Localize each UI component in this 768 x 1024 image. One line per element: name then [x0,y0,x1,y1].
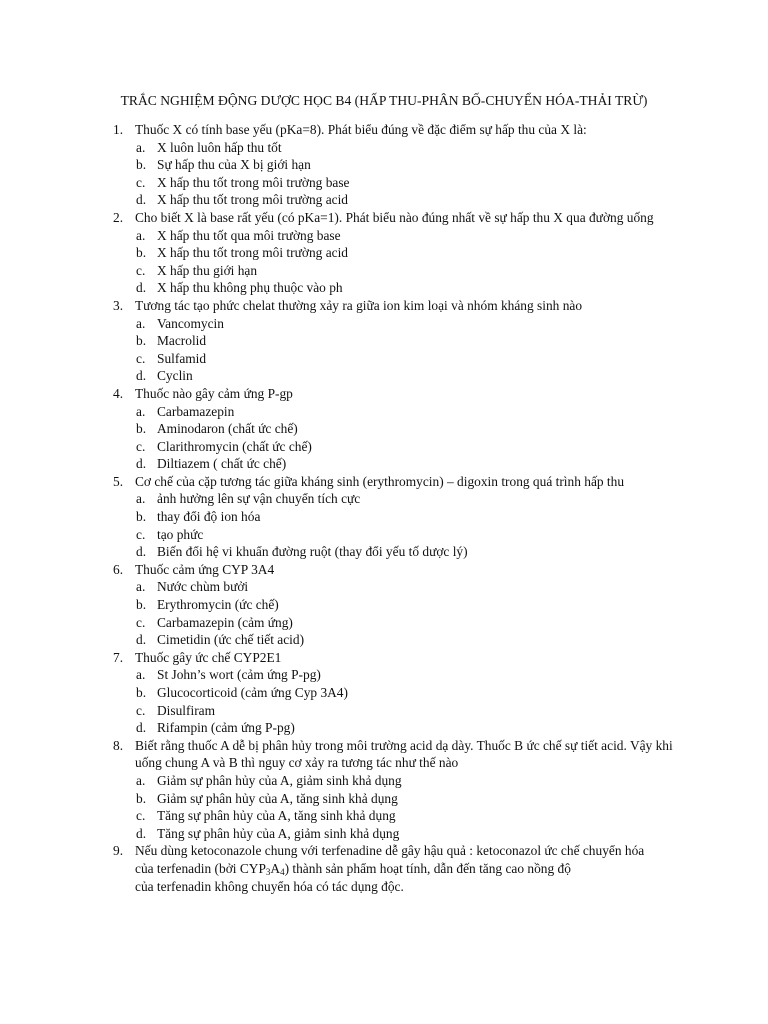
answer-option [113,139,673,157]
question-stem [113,385,673,403]
answer-option [113,191,673,209]
question-stem [113,842,673,860]
answer-option [113,631,673,649]
option-letter: d. [136,544,147,560]
question-1 [113,121,673,209]
option-text: Nước chùm bưởi [157,579,249,595]
question-number: 6. [113,561,124,577]
answer-option [113,490,673,508]
option-text: X hấp thu tốt trong môi trường base [157,174,350,190]
option-text: Macrolid [157,333,207,349]
option-text: St John’s wort (cảm ứng P-pg) [157,667,321,683]
option-letter: d. [136,720,147,736]
answer-option [113,455,673,473]
question-number: 7. [113,649,124,665]
option-letter: c. [136,808,146,824]
page-title: TRẮC NGHIỆM ĐỘNG DƯỢC HỌC B4 (HẤP THU-PHÂN BỐ-CHUYỂN HÓA-THẢI TRỪ) [120,93,648,108]
answer-option [113,666,673,684]
question-8 [113,737,673,843]
option-letter: a. [136,139,146,155]
question-number: 2. [113,209,124,225]
option-letter: d. [136,192,147,208]
option-letter: a. [136,667,146,683]
answer-option [113,719,673,737]
question-stem [113,297,673,315]
option-text: Tăng sự phân hủy của A, giảm sinh khả dụng [157,825,400,841]
option-text: Sulfamid [157,350,207,366]
question-stem [113,737,673,772]
option-text: Cimetidin (ức chế tiết acid) [157,632,305,648]
option-text: X hấp thu không phụ thuộc vào ph [157,280,343,296]
text-fragment: của terfenadin (bởi CYP [135,860,266,876]
option-text: Giảm sự phân hủy của A, giảm sinh khả dụng [157,772,402,788]
subscript-text: 4 [280,866,285,877]
answer-option [113,790,673,808]
option-text: Carbamazepin [157,403,235,419]
question-9 [113,842,673,895]
answer-option [113,543,673,561]
question-list [113,121,673,895]
question-text: Tương tác tạo phức chelat thường xảy ra giữa ion kim loại và nhóm kháng sinh nào [135,297,583,313]
answer-option [113,684,673,702]
option-text: X hấp thu giới hạn [157,262,258,278]
answer-option [113,174,673,192]
option-text: thay đổi độ ion hóa [157,509,261,525]
answer-option [113,367,673,385]
option-letter: b. [136,157,147,173]
option-letter: c. [136,350,146,366]
question-stem [113,121,673,139]
option-letter: b. [136,597,147,613]
option-letter: b. [136,685,147,700]
answer-option [113,596,673,614]
option-text: Aminodaron (chất ức chế) [157,421,298,437]
question-stem [113,561,673,579]
question-7 [113,649,673,737]
answer-option [113,262,673,280]
answer-option [113,578,673,596]
answer-option [113,350,673,368]
text-fragment: ) thành sản phẩm hoạt tính, dẫn đến tăng cao nồng độ [284,860,571,876]
answer-option [113,526,673,544]
question-text: Thuốc nào gây cảm ứng P-gp [135,385,293,401]
option-text: X luôn luôn hấp thu tốt [157,139,282,155]
question-number: 9. [113,843,124,859]
option-letter: a. [136,491,146,507]
option-text: Diltiazem ( chất ức chế) [157,456,287,472]
question-number: 5. [113,473,124,489]
question-number: 3. [113,297,124,313]
option-text: X hấp thu tốt trong môi trường acid [157,192,348,208]
option-letter: a. [136,227,146,243]
question-text: Cho biết X là base rất yếu (có pKa=1). Phát biểu nào đúng nhất về sự hấp thu X qua đường uống [135,209,654,225]
option-text: Cyclin [157,368,193,384]
option-text: ảnh hưởng lên sự vận chuyển tích cực [157,491,361,507]
option-letter: d. [136,368,147,384]
option-letter: d. [136,632,147,648]
question-stem [113,209,673,227]
question-6 [113,561,673,649]
question-2 [113,209,673,297]
option-letter: a. [136,772,146,788]
question-number: 1. [113,122,124,137]
option-letter: b. [136,790,147,806]
question-text-continued [113,860,673,878]
option-letter: b. [136,333,147,349]
question-stem [113,473,673,491]
answer-option [113,227,673,245]
option-letter: c. [136,438,146,454]
question-text: Nếu dùng ketoconazole chung với terfenadine dễ gây hậu quả : ketoconazol ức chế chuyển hóa [135,843,645,859]
text-fragment: A [270,860,281,876]
option-text: Clarithromycin (chất ức chế) [157,438,312,454]
option-letter: d. [136,280,147,296]
answer-option [113,156,673,174]
question-text: Biết rằng thuốc A dễ bị phân hủy trong môi trường acid dạ dày. Thuốc B ức chế sự tiết acid. Vậy khi uống chung A và B thì nguy cơ xảy ra tương tác như thế nào [135,737,673,771]
answer-option [113,420,673,438]
answer-option [113,807,673,825]
answer-option [113,508,673,526]
option-text: Erythromycin (ức chế) [157,597,279,613]
question-number: 8. [113,737,124,753]
option-letter: a. [136,403,146,419]
option-text: Rifampin (cảm ứng P-pg) [157,720,295,736]
answer-option [113,279,673,297]
answer-option [113,315,673,333]
option-letter: b. [136,421,147,437]
option-letter: b. [136,509,147,525]
option-text: Sự hấp thu của X bị giới hạn [157,157,311,173]
option-text: X hấp thu tốt trong môi trường acid [157,245,348,261]
question-text: Thuốc gây ức chế CYP2E1 [135,649,282,665]
option-letter: d. [136,456,147,472]
option-text: tạo phức [157,526,204,542]
option-letter: c. [136,614,146,630]
option-letter: c. [136,526,146,542]
question-3 [113,297,673,385]
answer-option [113,403,673,421]
option-text: Disulfiram [157,702,216,718]
option-letter: c. [136,174,146,190]
question-text: Thuốc cảm ứng CYP 3A4 [135,561,275,577]
option-letter: a. [136,579,146,595]
option-text: Tăng sự phân hủy của A, tăng sinh khả dụng [157,808,396,824]
option-letter: c. [136,702,146,718]
option-text: Biến đổi hệ vi khuẩn đường ruột (thay đổi yếu tố dược lý) [157,544,468,560]
option-letter: a. [136,315,146,331]
option-letter: b. [136,245,147,261]
option-text: Glucocorticoid (cảm ứng Cyp 3A4) [157,685,348,700]
question-5 [113,473,673,561]
question-text: Cơ chế của cặp tương tác giữa kháng sinh (erythromycin) – digoxin trong quá trình hấp thu [135,473,625,489]
option-text: Carbamazepin (cảm ứng) [157,614,293,630]
option-text: Vancomycin [157,315,224,331]
answer-option [113,244,673,262]
option-text: X hấp thu tốt qua môi trường base [157,227,341,243]
option-letter: c. [136,262,146,278]
question-text: Thuốc X có tính base yếu (pKa=8). Phát biểu đúng về đặc điểm sự hấp thu của X là: [135,122,587,137]
answer-option [113,772,673,790]
subscript-text: 3 [265,866,271,877]
answer-option [113,614,673,632]
answer-option [113,438,673,456]
question-text-continued: của terfenadin không chuyển hóa có tác dụng độc. [135,878,404,894]
question-stem [113,649,673,667]
answer-option [113,702,673,720]
answer-option [113,825,673,843]
question-4 [113,385,673,473]
question-number: 4. [113,385,124,401]
option-letter: d. [136,825,147,841]
answer-option [113,332,673,350]
option-text: Giảm sự phân hủy của A, tăng sinh khả dụng [157,790,398,806]
